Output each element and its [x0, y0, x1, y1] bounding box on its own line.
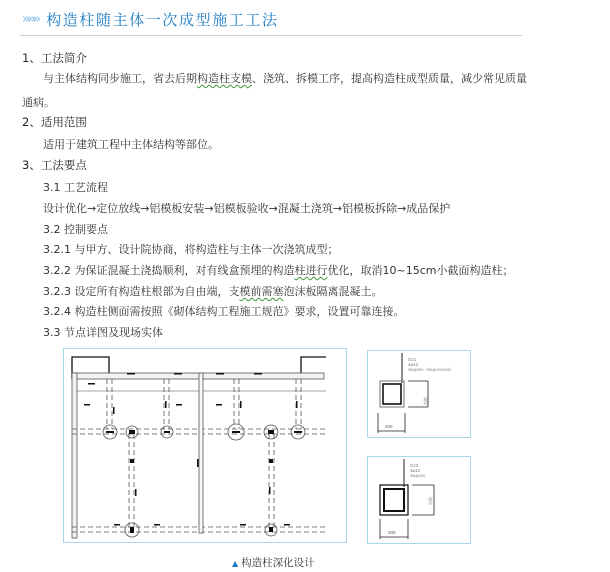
detail-label: Gz1	[408, 357, 417, 362]
subsection-control-title: 3.2 控制要点	[43, 223, 108, 236]
dim-width: 200	[388, 530, 396, 535]
process-flow: 设计优化→定位放线→铝模板安装→铝模板验收→混凝土浇筑→铝模板拆除→成品保护	[43, 202, 451, 215]
intro-paragraph-line2: 通病。	[22, 96, 55, 109]
page-header	[22, 8, 279, 30]
chevron-right-icon: »»»	[22, 11, 39, 27]
figure-caption	[232, 555, 315, 570]
text: 3.2.3 设定所有构造柱根部为自由端，支	[43, 285, 240, 298]
column-detail-gz1-svg	[368, 351, 470, 437]
triangle-up-icon: ▲	[232, 559, 239, 568]
column-detail-gz3	[367, 456, 471, 544]
section-heading-scope: 2、适用范围	[22, 115, 87, 129]
stirrup-spec: Φ6@200（Φ6@100/200）	[408, 368, 454, 372]
intro-paragraph-line1	[43, 70, 527, 86]
spellcheck-underline-text: 柱进行	[294, 264, 328, 277]
detail-label: Gz3	[410, 463, 419, 468]
control-point-3-2-2	[43, 262, 513, 278]
dim-width: 200	[385, 424, 393, 429]
text: 3.2.2 为保证混凝土浇捣顺利，对有线盒预埋的构造	[43, 264, 295, 277]
scope-paragraph: 适用于建筑工程中主体结构等部位。	[43, 138, 219, 151]
dim-height: 墙厚	[428, 497, 433, 505]
section-heading-intro: 1、工法简介	[22, 51, 87, 65]
control-point-3-2-4: 3.2.4 构造柱侧面需按照《砌体结构工程施工规范》要求，设置可靠连接。	[43, 305, 405, 318]
control-point-3-2-3	[43, 283, 382, 299]
column-detail-gz1	[367, 350, 471, 438]
subsection-process-title: 3.1 工艺流程	[43, 181, 108, 194]
column-detail-gz3-svg	[368, 457, 470, 543]
spellcheck-underline-text: 构造柱支模	[197, 72, 252, 85]
floor-plan-svg	[64, 349, 346, 542]
section-heading-keypoints: 3、工法要点	[22, 158, 87, 172]
text: 泡沫板隔离混凝土。	[283, 285, 383, 298]
subsection-details-title: 3.3 节点详图及现场实体	[43, 326, 163, 339]
stirrup-spec: Φ6@200	[410, 474, 426, 478]
control-point-3-2-1: 3.2.1 与甲方、设计院协商，将构造柱与主体一次浇筑成型；	[43, 243, 339, 256]
title-divider	[20, 35, 522, 36]
intro-text-c: 、浇筑、拆模工序，提高构造柱成型质量，减少常见质量	[252, 72, 527, 85]
dim-height: 墙厚	[423, 397, 428, 405]
caption-text: 构造柱深化设计	[241, 557, 315, 569]
page-title: 构造柱随主体一次成型施工工法	[46, 10, 279, 29]
floor-plan-drawing	[63, 348, 347, 543]
rebar-spec: 4⌀12	[408, 362, 419, 367]
spellcheck-underline-text: 模前需塞	[239, 285, 284, 298]
intro-text-a: 与主体结构同步施工，省去后期	[43, 72, 197, 85]
rebar-spec: 4⌀12	[410, 468, 421, 473]
text: 优化，取消10~15cm小截面构造柱；	[327, 264, 514, 277]
